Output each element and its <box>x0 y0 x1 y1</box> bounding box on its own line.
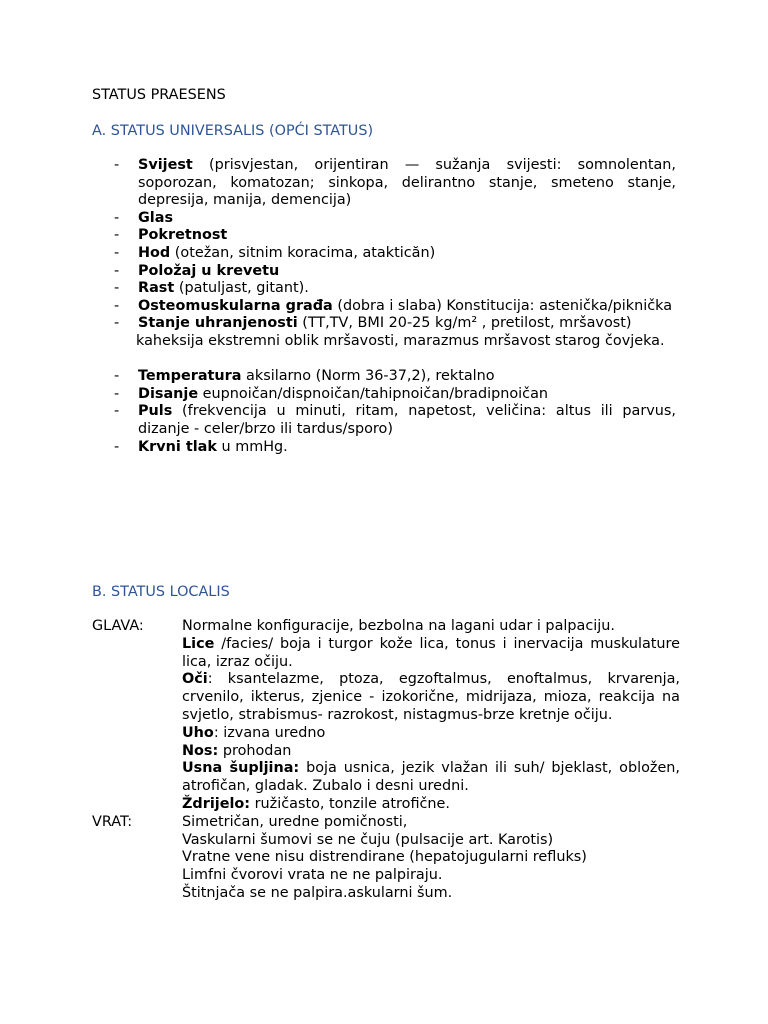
list-item <box>114 439 676 457</box>
bullet-dash: - <box>114 315 120 332</box>
head-item <box>182 671 680 724</box>
item-text: aksilarno (Norm 36-37,2), rektalno <box>241 368 495 385</box>
list-item <box>114 263 676 281</box>
bullet-dash: - <box>114 385 120 402</box>
item-text: boja usnica, jezik vlažan ili suh/ bjeklast, obložen, atrofičan, gladak. Zubalo i desni uredni. <box>182 760 681 795</box>
neck-line: Štitnjača se ne palpira.askularni šum. <box>182 884 453 901</box>
item-text: (dobra i slaba) Konstitucija: astenička/piknička <box>332 297 673 314</box>
item-term: Položaj u krevetu <box>138 262 280 279</box>
item-text: (otežan, sitnim koracima, atakticăn) <box>170 244 436 261</box>
head-intro: Normalne konfiguracije, bezbolna na lagani udar i palpaciju. <box>182 618 615 634</box>
list-item <box>114 368 676 386</box>
bullet-dash: - <box>114 244 120 261</box>
neck-section <box>92 814 680 903</box>
item-term: Ždrijelo: <box>182 795 251 812</box>
item-term: Rast <box>138 280 175 297</box>
item-text: eupnoičan/dispnoičan/tahipnoičan/bradipnoičan <box>198 385 549 402</box>
section-a-heading: A. STATUS UNIVERSALIS (OPĆI STATUS) <box>92 123 374 139</box>
general-status-list <box>114 157 676 456</box>
bullet-dash: - <box>114 280 120 297</box>
item-text: u mmHg. <box>216 438 288 455</box>
list-item <box>114 157 676 210</box>
item-text: (patuljast, gitant). <box>174 280 309 297</box>
cachexia-note: kaheksija ekstremni oblik mršavosti, marazmus mršavost starog čovjeka. <box>136 332 665 349</box>
list-item <box>114 227 676 245</box>
item-term: Temperatura <box>138 368 242 385</box>
head-item <box>182 743 680 761</box>
item-term: Puls <box>138 403 173 420</box>
list-item <box>114 298 676 316</box>
item-term: Oči <box>182 671 208 688</box>
list-item <box>114 403 676 438</box>
list-item <box>114 315 676 333</box>
neck-line: Vaskularni šumovi se ne čuju (pulsacije art. Karotis) <box>182 831 554 848</box>
item-text: ružičasto, tonzile atrofične. <box>250 795 450 812</box>
item-text: : izvana uredno <box>213 724 326 741</box>
head-item <box>182 636 680 672</box>
head-section <box>92 618 680 814</box>
neck-line: Limfni čvorovi vrata ne ne palpiraju. <box>182 867 443 884</box>
item-term: Lice <box>182 635 215 652</box>
item-term: Glas <box>138 209 174 226</box>
item-term: Nos: <box>182 742 219 759</box>
item-term: Osteomuskularna građa <box>138 297 333 314</box>
bullet-dash: - <box>114 262 120 279</box>
item-text: prohodan <box>218 742 292 759</box>
item-term: Uho <box>182 724 214 741</box>
item-text: (frekvencija u minuti, ritam, napetost, veličina: altus ili parvus, dizanje - celer/brzo ili tardus/sporo) <box>138 403 676 437</box>
bullet-dash: - <box>114 157 120 173</box>
bullet-dash: - <box>114 368 120 385</box>
item-text: : ksantelazme, ptoza, egzoftalmus, enoftalmus, krvarenja, crvenilo, ikterus, zjenice - izokorične, midrijaza, mioza, reakcija na svjetlo, strabismus- razrokost, nistagmus-brze kretnje očiju. <box>182 671 680 723</box>
item-term: Svijest <box>138 157 193 173</box>
head-label: GLAVA: <box>92 618 144 634</box>
item-term: Usna šupljina: <box>182 760 300 777</box>
bullet-dash: - <box>114 403 120 420</box>
bullet-dash: - <box>114 209 120 226</box>
item-term: Krvni tlak <box>138 438 217 455</box>
item-term: Stanje uhranjenosti <box>138 315 298 332</box>
local-status <box>92 618 680 903</box>
item-term: Pokretnost <box>138 227 228 244</box>
item-text: /facies/ boja i turgor kože lica, tonus i inervacija muskulature lica, izraz očiju. <box>182 635 680 670</box>
head-item <box>182 796 680 814</box>
document-title: STATUS PRAESENS <box>92 87 226 103</box>
neck-label: VRAT: <box>92 813 133 830</box>
item-text: (TT,TV, BMI 20-25 kg/m² , pretilost, mršavost) <box>297 315 632 332</box>
list-item <box>114 386 676 404</box>
list-item <box>114 280 676 298</box>
section-b-heading: B. STATUS LOCALIS <box>92 584 230 600</box>
item-term: Disanje <box>138 385 199 402</box>
spacer <box>114 351 676 369</box>
bullet-dash: - <box>114 297 120 314</box>
neck-line: Vratne vene nisu distrendirane (hepatojugularni refluks) <box>182 849 587 866</box>
neck-line: Simetričan, uredne pomičnosti, <box>182 813 408 830</box>
bullet-dash: - <box>114 227 120 244</box>
neck-body <box>182 814 680 903</box>
item-text: (prisvjestan, orijentiran — sužanja svijesti: somnolentan, soporozan, komatozan; sinkopa, delirantno stanje, smeteno stanje, depresija, manija, demencija) <box>138 157 676 209</box>
head-body <box>182 618 680 814</box>
item-term: Hod <box>138 244 171 261</box>
list-item <box>114 245 676 263</box>
bullet-dash: - <box>114 438 120 455</box>
list-item <box>114 210 676 228</box>
head-item <box>182 725 680 743</box>
head-item <box>182 760 680 796</box>
